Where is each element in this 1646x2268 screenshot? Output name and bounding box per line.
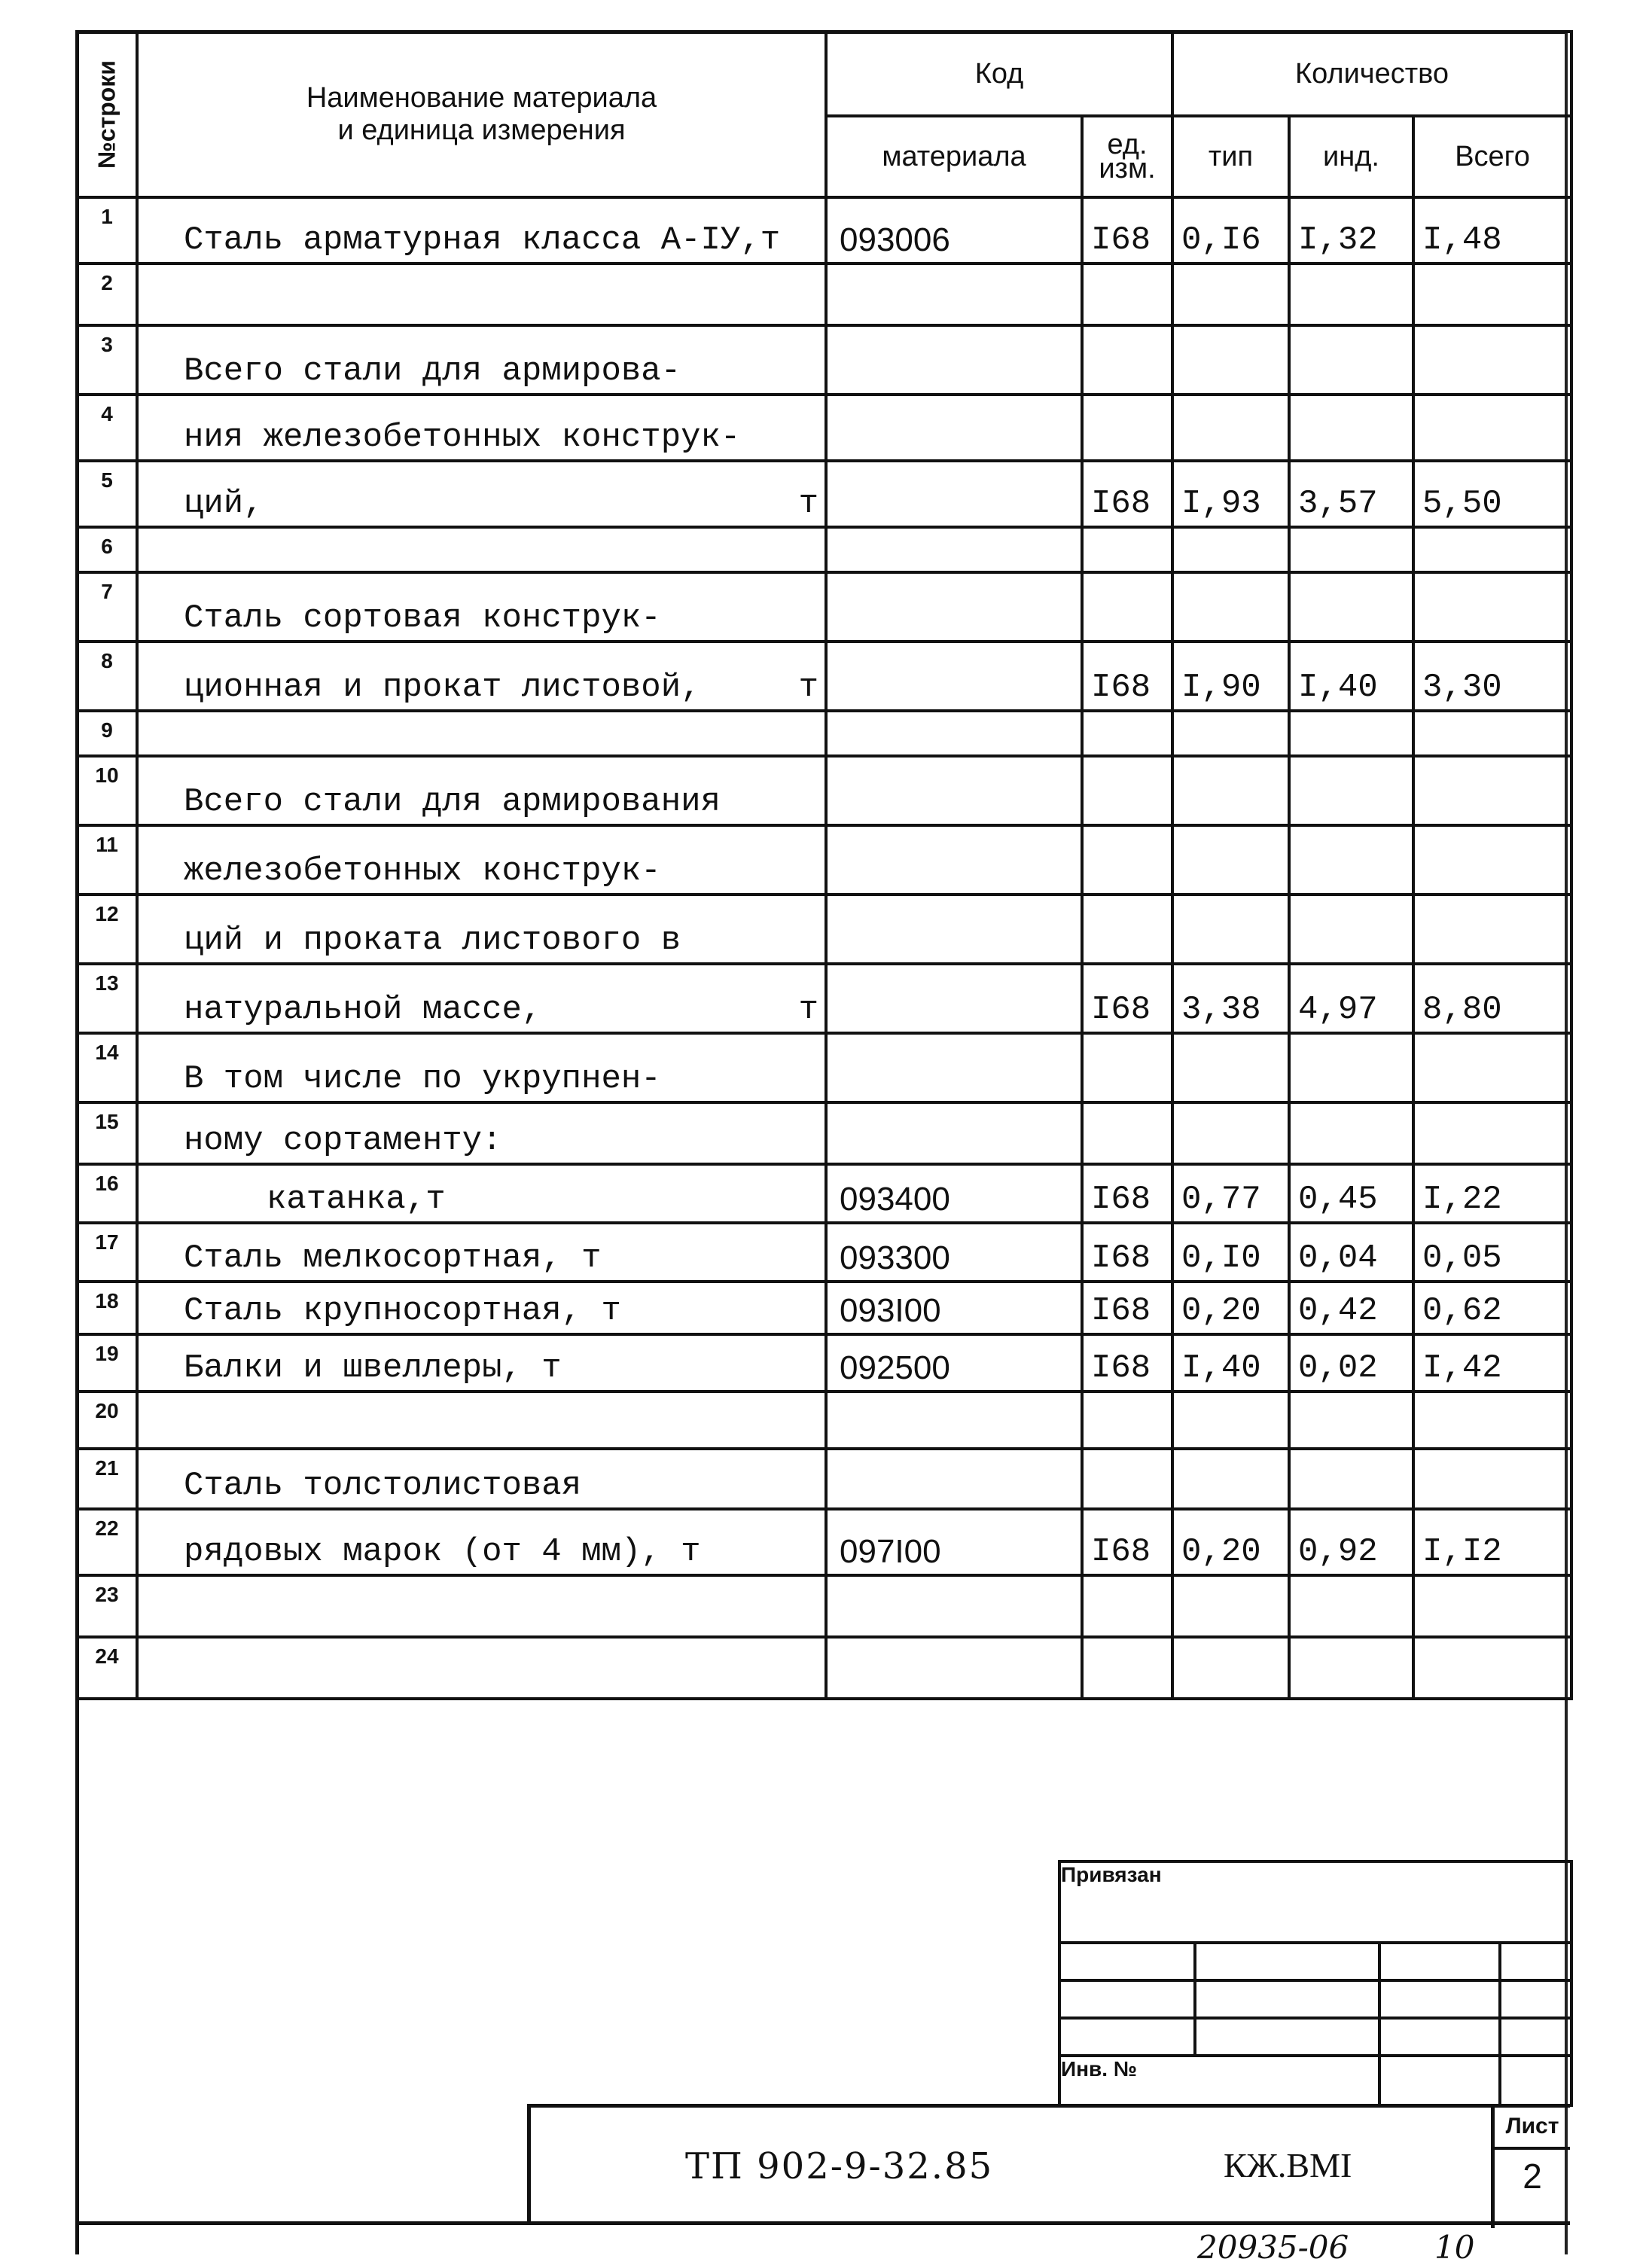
qty-type: 0,I6 xyxy=(1172,197,1289,264)
stamp-cell xyxy=(1500,1980,1571,2018)
table-row xyxy=(77,1282,1571,1334)
material-name xyxy=(137,711,826,756)
material-name xyxy=(137,642,826,711)
unit-code xyxy=(1082,1575,1172,1637)
stamp-cell xyxy=(1059,2018,1195,2056)
stamp-cell xyxy=(1500,2056,1571,2105)
material-label: железобетонных конструк- xyxy=(184,852,661,890)
unit-code: I68 xyxy=(1082,197,1172,264)
qty-total xyxy=(1413,395,1571,461)
qty-type xyxy=(1172,1392,1289,1449)
qty-total: 0,05 xyxy=(1413,1223,1571,1282)
row-number: 15 xyxy=(77,1102,137,1164)
row-number: 14 xyxy=(77,1033,137,1102)
qty-total xyxy=(1413,572,1571,642)
material-unit: т xyxy=(798,991,818,1029)
table-row xyxy=(77,325,1571,395)
row-number: 9 xyxy=(77,711,137,756)
qty-ind xyxy=(1289,711,1413,756)
material-name xyxy=(137,1164,826,1223)
header-qty-ind: инд. xyxy=(1289,116,1413,197)
qty-total xyxy=(1413,756,1571,825)
material-code xyxy=(826,711,1082,756)
qty-total xyxy=(1413,527,1571,572)
material-name xyxy=(137,1637,826,1699)
qty-ind xyxy=(1289,572,1413,642)
unit-code: I68 xyxy=(1082,1164,1172,1223)
material-label: рядовых марок (от 4 мм), т xyxy=(184,1533,701,1571)
qty-ind xyxy=(1289,756,1413,825)
qty-ind: I,32 xyxy=(1289,197,1413,264)
stamp-cell xyxy=(1379,2056,1500,2105)
material-label: Всего стали для армирова- xyxy=(184,352,681,390)
sheet-number: 2 xyxy=(1523,2157,1542,2196)
qty-ind xyxy=(1289,1637,1413,1699)
unit-code xyxy=(1082,264,1172,325)
row-number: 22 xyxy=(77,1509,137,1575)
sheet-box xyxy=(1491,2108,1570,2228)
qty-type xyxy=(1172,756,1289,825)
table-row xyxy=(77,1334,1571,1392)
stamp-privyazan: Привязан xyxy=(1059,1861,1571,1943)
qty-ind xyxy=(1289,325,1413,395)
qty-ind: 0,02 xyxy=(1289,1334,1413,1392)
material-label: натуральной массе, xyxy=(184,991,542,1029)
unit-code: I68 xyxy=(1082,1223,1172,1282)
document-mark: КЖ.ВМI xyxy=(1224,2146,1352,2184)
row-number: 5 xyxy=(77,461,137,527)
qty-type: I,40 xyxy=(1172,1334,1289,1392)
binding-stamp xyxy=(1058,1860,1573,2107)
table-row xyxy=(77,264,1571,325)
material-code xyxy=(826,572,1082,642)
table-row xyxy=(77,1449,1571,1509)
stamp-cell xyxy=(1195,1980,1379,2018)
qty-total: I,48 xyxy=(1413,197,1571,264)
qty-ind: 0,45 xyxy=(1289,1164,1413,1223)
unit-code xyxy=(1082,1392,1172,1449)
material-code xyxy=(826,642,1082,711)
qty-ind xyxy=(1289,1575,1413,1637)
qty-type xyxy=(1172,1033,1289,1102)
table-row xyxy=(77,572,1571,642)
unit-code: I68 xyxy=(1082,1334,1172,1392)
qty-ind: 0,92 xyxy=(1289,1509,1413,1575)
table-row xyxy=(77,395,1571,461)
qty-total xyxy=(1413,1033,1571,1102)
unit-code: I68 xyxy=(1082,1509,1172,1575)
qty-type xyxy=(1172,1637,1289,1699)
material-label: Сталь сортовая конструк- xyxy=(184,599,661,637)
material-code xyxy=(826,895,1082,964)
row-number: 2 xyxy=(77,264,137,325)
material-name xyxy=(137,895,826,964)
table-row xyxy=(77,825,1571,895)
material-name xyxy=(137,1223,826,1282)
qty-ind xyxy=(1289,264,1413,325)
qty-type xyxy=(1172,1102,1289,1164)
qty-total xyxy=(1413,711,1571,756)
qty-type xyxy=(1172,1575,1289,1637)
qty-total xyxy=(1413,264,1571,325)
qty-type xyxy=(1172,395,1289,461)
header-code-group: Код xyxy=(826,32,1172,116)
material-code xyxy=(826,1033,1082,1102)
unit-code: I68 xyxy=(1082,1282,1172,1334)
material-code xyxy=(826,1575,1082,1637)
unit-code xyxy=(1082,1449,1172,1509)
table-row xyxy=(77,895,1571,964)
material-name xyxy=(137,197,826,264)
row-number: 10 xyxy=(77,756,137,825)
qty-total: I,I2 xyxy=(1413,1509,1571,1575)
material-name xyxy=(137,395,826,461)
qty-type xyxy=(1172,325,1289,395)
unit-code xyxy=(1082,711,1172,756)
qty-type xyxy=(1172,572,1289,642)
table-row xyxy=(77,1637,1571,1699)
qty-type: 0,I0 xyxy=(1172,1223,1289,1282)
material-code xyxy=(826,756,1082,825)
qty-ind xyxy=(1289,395,1413,461)
header-qty-type: тип xyxy=(1172,116,1289,197)
material-label: ния железобетонных конструк- xyxy=(184,419,741,456)
material-name xyxy=(137,825,826,895)
qty-type: 0,77 xyxy=(1172,1164,1289,1223)
unit-code xyxy=(1082,825,1172,895)
qty-type: 0,20 xyxy=(1172,1282,1289,1334)
qty-total xyxy=(1413,325,1571,395)
table-row xyxy=(77,756,1571,825)
stamp-cell xyxy=(1379,1943,1500,1980)
material-name xyxy=(137,325,826,395)
qty-total xyxy=(1413,1449,1571,1509)
unit-code: I68 xyxy=(1082,642,1172,711)
material-label: ному сортаменту: xyxy=(184,1122,502,1160)
material-label: Всего стали для армирования xyxy=(184,783,721,821)
row-number: 16 xyxy=(77,1164,137,1223)
material-label: Балки и швеллеры, т xyxy=(184,1349,562,1387)
table-row xyxy=(77,527,1571,572)
table-row xyxy=(77,711,1571,756)
row-number: 11 xyxy=(77,825,137,895)
row-number: 8 xyxy=(77,642,137,711)
material-name xyxy=(137,756,826,825)
unit-code xyxy=(1082,1033,1172,1102)
header-code-unit: ед. изм. xyxy=(1082,116,1172,197)
unit-code xyxy=(1082,1637,1172,1699)
material-name xyxy=(137,1392,826,1449)
material-code: 093400 xyxy=(826,1164,1082,1223)
row-number: 7 xyxy=(77,572,137,642)
material-code xyxy=(826,527,1082,572)
table-row xyxy=(77,964,1571,1033)
qty-ind: 0,42 xyxy=(1289,1282,1413,1334)
material-code xyxy=(826,325,1082,395)
unit-code xyxy=(1082,1102,1172,1164)
qty-ind xyxy=(1289,825,1413,895)
material-code: 093I00 xyxy=(826,1282,1082,1334)
bottom-border xyxy=(75,2221,1570,2225)
material-name xyxy=(137,1282,826,1334)
header-name: Наименование материала и единица измерения xyxy=(137,32,826,197)
archive-number: 20935-06 xyxy=(1197,2229,1349,2266)
material-name xyxy=(137,964,826,1033)
stamp-cell xyxy=(1500,1943,1571,1980)
material-label: катанка,т xyxy=(267,1181,446,1218)
material-code xyxy=(826,461,1082,527)
row-number: 12 xyxy=(77,895,137,964)
qty-total xyxy=(1413,1392,1571,1449)
row-number: 18 xyxy=(77,1282,137,1334)
material-name xyxy=(137,1449,826,1509)
qty-ind xyxy=(1289,1102,1413,1164)
qty-ind: 3,57 xyxy=(1289,461,1413,527)
qty-total: I,42 xyxy=(1413,1334,1571,1392)
qty-type xyxy=(1172,895,1289,964)
material-code: 093300 xyxy=(826,1223,1082,1282)
material-label: В том числе по укрупнен- xyxy=(184,1060,661,1098)
material-code xyxy=(826,395,1082,461)
table-row xyxy=(77,1392,1571,1449)
unit-code xyxy=(1082,527,1172,572)
row-number: 17 xyxy=(77,1223,137,1282)
row-number: 1 xyxy=(77,197,137,264)
material-code xyxy=(826,1102,1082,1164)
material-name xyxy=(137,1033,826,1102)
row-number: 23 xyxy=(77,1575,137,1637)
material-code xyxy=(826,264,1082,325)
table-row xyxy=(77,197,1571,264)
material-unit: т xyxy=(798,485,818,523)
qty-total xyxy=(1413,1575,1571,1637)
material-code xyxy=(826,1449,1082,1509)
row-number: 3 xyxy=(77,325,137,395)
material-code xyxy=(826,1637,1082,1699)
stamp-cell xyxy=(1379,1980,1500,2018)
header-qty-group: Количество xyxy=(1172,32,1571,116)
title-block xyxy=(527,2104,1570,2224)
material-name xyxy=(137,1102,826,1164)
qty-total: 8,80 xyxy=(1413,964,1571,1033)
sheet-label: Лист xyxy=(1495,2108,1570,2150)
stamp-cell xyxy=(1500,2018,1571,2056)
material-label: ций, xyxy=(184,485,264,523)
stamp-cell xyxy=(1195,1943,1379,1980)
qty-ind: 4,97 xyxy=(1289,964,1413,1033)
qty-total: 5,50 xyxy=(1413,461,1571,527)
table-row xyxy=(77,1102,1571,1164)
row-number: 6 xyxy=(77,527,137,572)
qty-ind xyxy=(1289,1449,1413,1509)
qty-type: 0,20 xyxy=(1172,1509,1289,1575)
material-code: 097I00 xyxy=(826,1509,1082,1575)
material-name xyxy=(137,264,826,325)
qty-type xyxy=(1172,825,1289,895)
archive-page: 10 xyxy=(1434,2229,1475,2266)
row-number: 20 xyxy=(77,1392,137,1449)
material-code xyxy=(826,1392,1082,1449)
table-row xyxy=(77,642,1571,711)
table-row xyxy=(77,461,1571,527)
unit-code xyxy=(1082,895,1172,964)
material-unit: т xyxy=(798,669,818,706)
stamp-cell xyxy=(1059,1980,1195,2018)
material-code xyxy=(826,964,1082,1033)
table-row xyxy=(77,1033,1571,1102)
qty-type: 3,38 xyxy=(1172,964,1289,1033)
unit-code xyxy=(1082,572,1172,642)
unit-code xyxy=(1082,395,1172,461)
table-row xyxy=(77,1164,1571,1223)
stamp-cell xyxy=(1059,1943,1195,1980)
qty-ind xyxy=(1289,1392,1413,1449)
qty-ind xyxy=(1289,895,1413,964)
material-label: ционная и прокат листовой, xyxy=(184,669,701,706)
material-code: 093006 xyxy=(826,197,1082,264)
material-name xyxy=(137,1575,826,1637)
unit-code: I68 xyxy=(1082,964,1172,1033)
stamp-cell xyxy=(1379,2018,1500,2056)
qty-total: I,22 xyxy=(1413,1164,1571,1223)
qty-total xyxy=(1413,825,1571,895)
material-name xyxy=(137,527,826,572)
qty-ind: I,40 xyxy=(1289,642,1413,711)
material-code xyxy=(826,825,1082,895)
qty-type xyxy=(1172,527,1289,572)
qty-type xyxy=(1172,711,1289,756)
qty-total xyxy=(1413,895,1571,964)
qty-ind xyxy=(1289,1033,1413,1102)
qty-type: I,90 xyxy=(1172,642,1289,711)
material-label: Сталь крупносортная, т xyxy=(184,1292,621,1330)
material-label: ций и проката листового в xyxy=(184,922,681,959)
qty-type xyxy=(1172,264,1289,325)
material-label: Сталь толстолистовая xyxy=(184,1467,582,1504)
material-code: 092500 xyxy=(826,1334,1082,1392)
qty-ind: 0,04 xyxy=(1289,1223,1413,1282)
material-label: Сталь арматурная класса А-IУ,т xyxy=(184,221,781,259)
header-rownum: №строки xyxy=(77,32,137,197)
table-row xyxy=(77,1509,1571,1575)
unit-code xyxy=(1082,325,1172,395)
document-code: ТП 902-9-32.85 xyxy=(685,2145,994,2187)
header-qty-total: Всего xyxy=(1413,116,1571,197)
row-number: 24 xyxy=(77,1637,137,1699)
table-row xyxy=(77,1223,1571,1282)
row-number: 13 xyxy=(77,964,137,1033)
unit-code xyxy=(1082,756,1172,825)
qty-type xyxy=(1172,1449,1289,1509)
row-number: 4 xyxy=(77,395,137,461)
qty-total: 3,30 xyxy=(1413,642,1571,711)
unit-code: I68 xyxy=(1082,461,1172,527)
row-number: 19 xyxy=(77,1334,137,1392)
material-name xyxy=(137,1509,826,1575)
qty-ind xyxy=(1289,527,1413,572)
materials-table xyxy=(75,30,1573,1700)
material-name xyxy=(137,461,826,527)
material-name xyxy=(137,1334,826,1392)
qty-total xyxy=(1413,1102,1571,1164)
qty-type: I,93 xyxy=(1172,461,1289,527)
qty-total xyxy=(1413,1637,1571,1699)
material-label: Сталь мелкосортная, т xyxy=(184,1239,602,1277)
row-number: 21 xyxy=(77,1449,137,1509)
header-code-material: материала xyxy=(826,116,1082,197)
table-row xyxy=(77,1575,1571,1637)
stamp-cell xyxy=(1195,2018,1379,2056)
qty-total: 0,62 xyxy=(1413,1282,1571,1334)
stamp-inv-no: Инв. № xyxy=(1059,2056,1379,2105)
material-name xyxy=(137,572,826,642)
